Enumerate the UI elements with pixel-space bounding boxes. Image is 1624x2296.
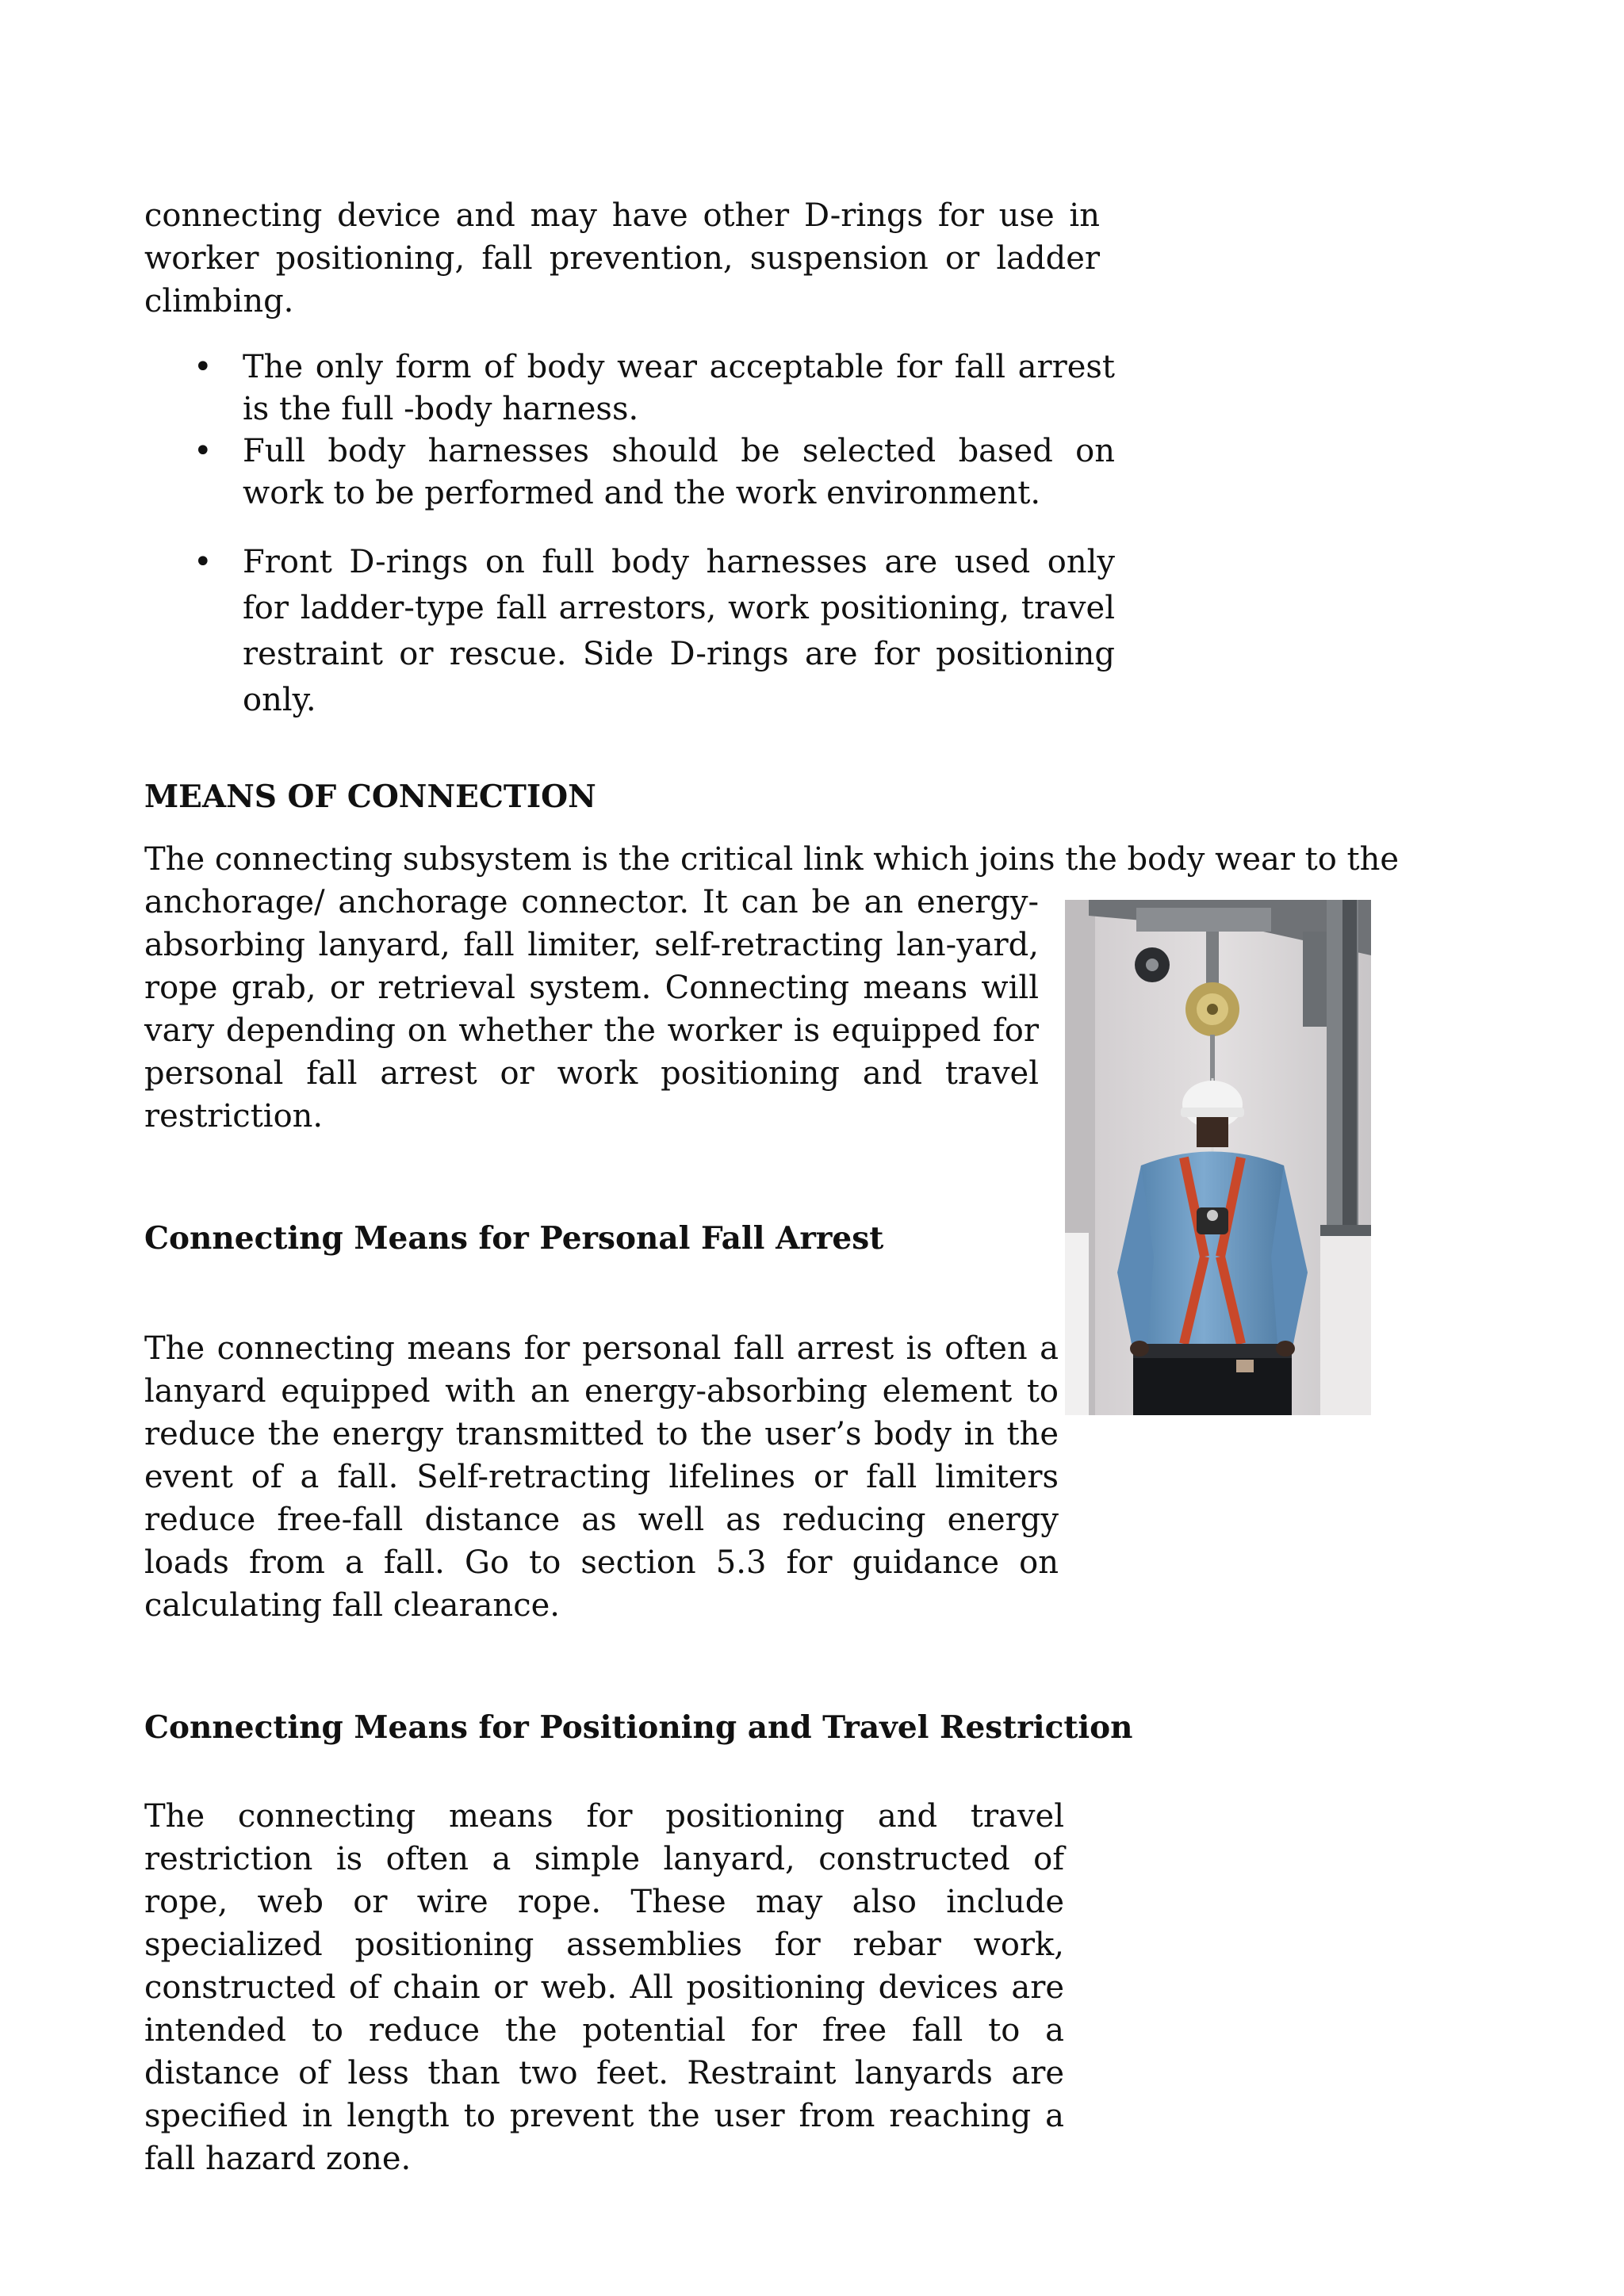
bullet-icon: • <box>193 349 213 385</box>
worker-harness-photo <box>1065 900 1371 1415</box>
bullet-text: Front D-rings on full body harnesses are used only for ladder-type fall arrestors, work positioning, travel restraint or rescue. Side D-rings are for positioning only. <box>243 544 1115 718</box>
personal-fall-arrest-paragraph: The connecting means for personal fall arrest is often a lanyard equipped with an energy-absorbing element to reduce the energy transmitted to the user’s body in the event of a fall. Self-retracting lifelines or fall limiters reduce free-fall distance as well as reducing energy loads from a fall. Go to section 5.3 for guidance on calculating fall clearance. <box>144 1330 1059 1624</box>
intro-paragraph: connecting device and may have other D-rings for use in worker positioning, fall prevention, suspension or ladder climbing. <box>144 197 1100 320</box>
bullet-icon: • <box>193 433 213 469</box>
harness-bullet-list <box>144 346 1115 723</box>
personal-fall-arrest-heading: Connecting Means for Personal Fall Arrest <box>144 1220 884 1257</box>
list-item <box>144 539 1115 723</box>
bullet-text: Full body harnesses should be selected based on work to be performed and the work environment. <box>243 433 1115 511</box>
means-of-connection-first-line: The connecting subsystem is the critical link which joins the body wear to the <box>144 841 1400 878</box>
bullet-icon: • <box>193 544 213 580</box>
positioning-travel-restriction-heading: Connecting Means for Positioning and Travel Restriction <box>144 1709 1133 1746</box>
positioning-travel-restriction-paragraph: The connecting means for positioning and travel restriction is often a simple lanyard, constructed of rope, web or wire rope. These may also include specialized positioning assemblies for rebar work, constructed of chain or web. All positioning devices are intended to reduce the potential for free fall to a distance of less than two feet. Restraint lanyards are specified in length to prevent the user from reaching a fall hazard zone. <box>144 1798 1064 2177</box>
means-of-connection-heading: MEANS OF CONNECTION <box>144 779 596 815</box>
bullet-text: The only form of body wear acceptable for fall arrest is the full -body harness. <box>243 349 1115 427</box>
list-item <box>144 346 1115 430</box>
means-of-connection-paragraph: anchorage/ anchorage connector. It can be an energy-absorbing lanyard, fall limiter, self-retracting lan-yard, rope grab, or retrieval system. Connecting means will vary depending on whether the worker is equipped for personal fall arrest or work positioning and travel restriction. <box>144 884 1039 1135</box>
list-item <box>144 430 1115 515</box>
